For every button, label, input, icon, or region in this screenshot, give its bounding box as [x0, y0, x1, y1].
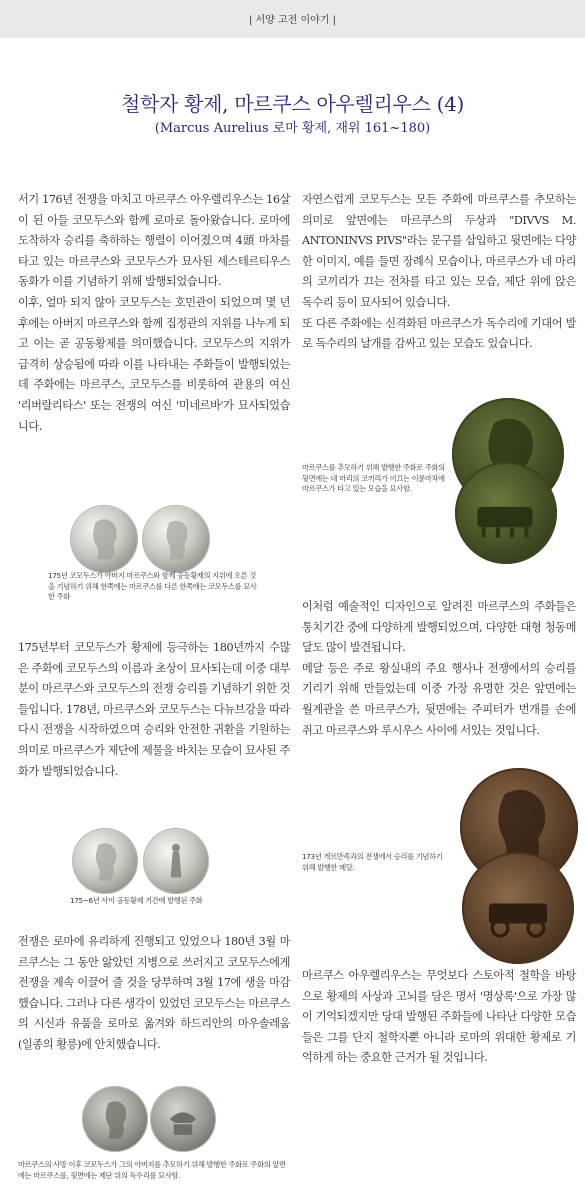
right-paragraph-1: 자연스럽게 코모두스는 모든 주화에 마르쿠스를 추모하는 의미로 앞면에는 마르쿠스의 두상과 "DIVVS M. ANTONINVS PIVS"라는 문구를 삽입하고 뒷면에는 다양한 이미지, 예를 들면 장례식 모습이나, 마르쿠스가 네 마리의 코끼리가 끄는 전차를 타고 있는 모습, 제단 위에 앉은 독수리 등이 묘사되어 있습니다. — [302, 193, 576, 309]
coin-standing-figure-reverse-image — [143, 828, 209, 894]
article-subtitle: (Marcus Aurelius 로마 황제, 재위 161~180) — [154, 121, 431, 136]
right-paragraph-4: 메달 등은 주로 왕실내의 주요 행사나 전쟁에서의 승리를 기리기 위해 만들었는데 이중 가장 유명한 것은 앞면에는 월계관을 쓴 마르쿠스가, 뒷면에는 주피터가 번개를 손에 쥐고 마르쿠스와 루시우스 사이에 서있는 것입니다. — [302, 661, 576, 737]
medal-chariot-reverse-image — [462, 852, 574, 964]
caption-coin-elephant-chariot: 마르쿠스를 추모하기 위해 발행한 주화로 주화의 뒷면에는 네 마리의 코끼리가 이끄는 이륜마차에 마르쿠스가 타고 있는 모습을 묘사함. — [302, 463, 445, 494]
coin-commodus-obverse-image — [72, 828, 138, 894]
left-text-block-2 — [18, 638, 290, 782]
left-paragraph-1: 서기 176년 전쟁을 마치고 마르쿠스 아우렐리우스는 16살이 된 아들 코모두스와 함께 로마로 돌아왔습니다. 로마에 도착하자 승리를 축하하는 행렬이 이어졌으며 4頭 마차를 타고 있는 마르쿠스와 코모두스가 묘사된 세스테르티우스 동화가 이를 기념하기 위해 발행되었습니다. — [18, 193, 290, 289]
caption-coin-eagle-altar: 마르쿠스의 사망 이후 코모두스가 그의 아버지를 추모하기 위해 발행한 주화로 주화의 앞면에는 마르쿠스를, 뒷면에는 제단 위의 독수리를 묘사함. — [18, 1160, 286, 1180]
right-text-block-3 — [302, 966, 576, 1069]
coin-elephant-chariot-reverse-image — [455, 462, 557, 564]
article-title: 철학자 황제, 마르쿠스 아우렐리우스 (4) — [120, 92, 465, 116]
right-text-block-1 — [302, 190, 576, 355]
left-text-block-1 — [18, 190, 290, 437]
left-text-block-3 — [18, 932, 290, 1056]
caption-coin-co-emperor: 175~6년 사이 공동황제 기간에 발행된 주화 — [70, 896, 203, 905]
right-paragraph-5: 마르쿠스 아우렐리우스는 무엇보다 스토아적 철학을 바탕으로 황제의 사상과 고뇌를 담은 명서 '명상록'으로 가장 많이 기억되겠지만 당대 발행된 주화들에 나타난 다양한 모습들은 그를 단지 철학자뿐 아니라 로마의 위대한 황제로 기억하게 하는 중요한 근거가 될 것입니다. — [302, 969, 576, 1065]
coin-eagle-altar-reverse-image — [150, 1086, 216, 1152]
series-label: | 서양 고전 이야기 | — [248, 15, 337, 26]
caption-medal-germanic-war: 173년 게르만족과의 전쟁에서 승리를 기념하기 위해 발행한 메달. — [302, 852, 443, 872]
left-paragraph-2: 이후, 얼마 되지 않아 코모두스는 호민관이 되었으며 몇 년 후에는 아버지 마르쿠스와 함께 집정관의 지위를 나누게 되고 이는 곧 공동황제를 의미했습니다. 코모두스의 지위가 급격히 상승됨에 따라 이를 나타내는 주화들이 발행되었는데 주화에는 마르쿠스, 코모두스를 비롯하여 관용의 여신 '리버랄리타스' 또는 전쟁의 여신 '미네르바'가 묘사되었습니다. — [18, 295, 290, 433]
left-paragraph-3: 175년부터 코모두스가 황제에 등극하는 180년까지 수많은 주화에 코모두스의 이름과 초상이 묘사되는데 이중 대부분이 마르쿠스와 코모두스의 전쟁 승리를 기념하기 위한 것들입니다. 178년, 마르쿠스와 코모두스는 다뉴브강을 따라 다시 전쟁을 시작하였으며 승리와 안전한 귀환을 기원하는 의미로 마르쿠스가 제단에 제물을 바치는 모습이 묘사된 주화가 발행되었습니다. — [18, 641, 290, 778]
left-paragraph-4: 전쟁은 로마에 유리하게 진행되고 있었으나 180년 3월 마르쿠스는 그 동안 앓았던 지병으로 쓰러지고 코모두스에게 전쟁을 계속 이끌어 줄 것을 당부하며 3월 17에 생을 마감했습니다. 그러나 다른 생각이 있었던 코모두스는 마르쿠스의 시신과 유품을 로마로 옮겨와 하드리안의 마우솔레움(일종의 황릉)에 안치했습니다. — [18, 935, 290, 1051]
right-text-block-2 — [302, 597, 576, 741]
coin-commodus-portrait-image — [142, 505, 210, 573]
caption-coin-marcus-commodus: 175년 코모두스가 아버지 마르쿠스와 함께 공동황제의 지위에 오른 것을 기념하기 위해 한쪽에는 마르쿠스를 다른 한쪽에는 코모두스를 묘사한 주화 — [48, 571, 257, 602]
coin-divus-marcus-obverse-image — [82, 1086, 148, 1152]
coin-marcus-portrait-image — [70, 505, 138, 573]
right-paragraph-2: 또 다른 주화에는 신격화된 마르쿠스가 독수리에 기대어 발로 독수리의 날개를 감싸고 있는 모습도 있습니다. — [302, 316, 576, 351]
right-paragraph-3: 이처럼 예술적인 디자인으로 알려진 마르쿠스의 주화들은 통치기간 중에 다양하게 발행되었으며, 다양한 대형 청동메달도 많이 발견됩니다. — [302, 600, 576, 655]
